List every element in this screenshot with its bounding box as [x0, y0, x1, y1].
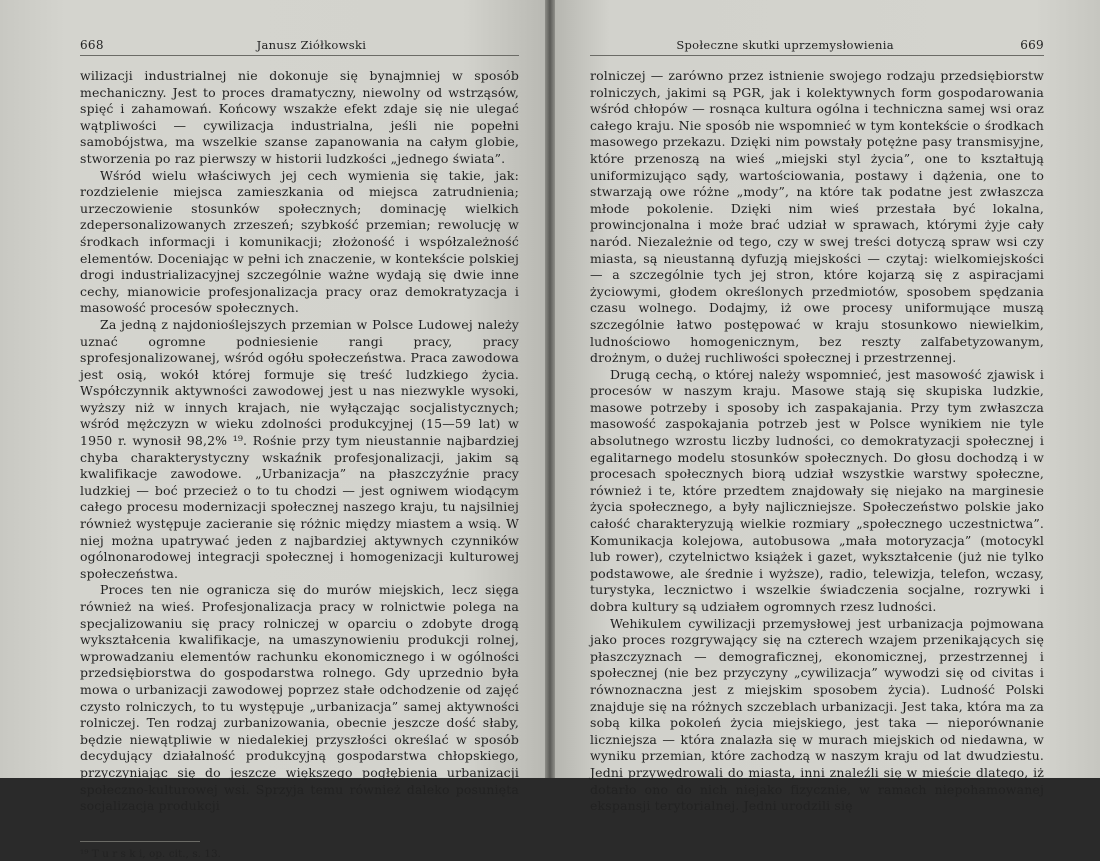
left-page: [0, 0, 545, 860]
right-page: [555, 0, 1100, 814]
book-gutter: [545, 0, 555, 778]
left-page-body: [80, 68, 519, 815]
paragraph: Wśród wielu właściwych jej cech wymienia się takie, jak: rozdzielenie miejsca zamieszkania od miejsca zatrudnienia; urzeczowienie stosunków społecznych; dominację wielkich zdepersonalizowanych zrzeszeń; szybkość przemian; rewolucję w środkach informacji i komunikacji; złożoność i współzależność elementów. Doceniając w pełni ich znaczenie, w kontekście polskiej drogi industrializacyjnej szczególnie ważne wydają się dwie inne cechy, mianowicie profesjonalizacja pracy oraz demokratyzacja i masowość procesów społecznych.: [80, 167, 519, 316]
left-page-number: 668: [80, 38, 104, 52]
paragraph: Za jedną z najdonioślejszych przemian w Polsce Ludowej należy uznać ogromne podniesienie rangi pracy, pracy sprofesjonalizowanej, wśród ogółu społeczeństwa. Praca zawodowa jest osią, wokół której formuje się treść ludzkiego życia. Współczynnik aktywności zawodowej jest u nas niezwykle wysoki, wyższy niż w innych krajach, nie wyłączając socjalistycznych; wśród mężczyzn w wieku zdolności produkcyjnej (15—59 lat) w 1950 r. wynosił 98,2% ¹⁹. Rośnie przy tym nieustannie najbardziej chyba charakterystyczny wskaźnik profesjonalizacji, jakim są kwalifikacje zawodowe. „Urbanizacja” na płaszczyźnie pracy ludzkiej — boć przecież o to tu chodzi — jest ogniwem wiodącym całego procesu modernizacji społecznej naszego kraju, tu najsilniej również występuje zacieranie się różnic między miastem a wsią. W niej można upatrywać jeden z najbardziej aktywnych czynników ogólnonarodowej integracji społecznej i homogenizacji kulturowej społeczeństwa.: [80, 316, 519, 581]
right-page-number: 669: [1020, 38, 1044, 52]
right-page-header: [590, 38, 1044, 56]
footnote-divider: [80, 841, 200, 842]
paragraph: rolniczej — zarówno przez istnienie swojego rodzaju przedsiębiorstw rolniczych, jakimi są PGR, jak i kolektywnych form gospodarowania wśród chłopów — rosnąca kultura ogólna i techniczna samej wsi oraz całego kraju. Nie sposób nie wspomnieć w tym kontekście o środkach masowego przekazu. Dzięki nim powstały potężne pasy transmisyjne, które przenoszą na wieś „miejski styl życia”, one to kształtują uniformizująco sądy, wartościowania, postawy i dążenia, one to stwarzają owe różne „mody”, na które tak podatne jest zwłaszcza młode pokolenie. Dzięki nim wieś przestała być lokalna, prowincjonalna i może brać udział w sprawach, którymi żyje cały naród. Niezależnie od tego, czy w swej treści dotyczą spraw wsi czy miasta, są nieustanną dyfuzją miejskości — czytaj: wielkomiejskości — a szczególnie tych jej stron, które kojarzą się z aspiracjami życiowymi, głodem określonych przedmiotów, sposobem spędzania czasu wolnego. Dodajmy, iż owe procesy uniformujące muszą szczególnie łatwo postępować w kraju stosunkowo niewielkim, ludnościowo homogenicznym, bez reszty zalfabetyzowanym, drożnym, o dużej ruchliwości społecznej i przestrzennej.: [590, 68, 1044, 366]
right-page-body: [590, 68, 1044, 815]
left-running-head: Janusz Ziółkowski: [256, 38, 367, 52]
footnote: ¹⁹ T u r s k i, op. cit., s. 13.: [80, 847, 221, 860]
paragraph: Proces ten nie ogranicza się do murów miejskich, lecz sięga również na wieś. Profesjonalizacja pracy w rolnictwie polega na specjalizowaniu się pracy rolniczej w oparciu o zdobyte drogą wykształcenia kwalifikacje, na umaszynowieniu produkcji rolnej, wprowadzaniu elementów rachunku ekonomicznego i w ogólności przedsiębiorstwa do gospodarstwa rolnego. Gdy uprzednio była mowa o urbanizacji zawodowej poprzez stałe odchodzenie od zajęć czysto rolniczych, to tu występuje „urbanizacja” samej aktywności rolniczej. Ten rodzaj zurbanizowania, obecnie jeszcze dość słaby, będzie niewątpliwie w niedalekiej przyszłości określać w sposób decydujący działalność produkcyjną gospodarstwa chłopskiego, przyczyniając się do jeszcze większego pogłębienia urbanizacji społeczno-kulturowej wsi. Sprzyja temu również daleko posunięta socjalizacja produkcji: [80, 582, 519, 814]
paragraph: Drugą cechą, o której należy wspomnieć, jest masowość zjawisk i procesów w naszym kraju. Masowe stają się skupiska ludzkie, masowe potrzeby i sposoby ich zaspakajania. Przy tym zwłaszcza masowość zaspokajania potrzeb jest w Polsce wynikiem nie tyle absolutnego wzrostu liczby ludności, co demokratyzacji społecznej i egalitarnego modelu stosunków społecznych. Do głosu dochodzą i w procesach społecznych biorą udział wszystkie warstwy społeczne, również i te, które przedtem znajdowały się niejako na marginesie życia społecznego, a były najliczniejsze. Społeczeństwo polskie jako całość charakteryzują wielkie rozmiary „społecznego uczestnictwa”. Komunikacja kolejowa, autobusowa „mała motoryzacja” (motocykl lub rower), czytelnictwo książek i gazet, wykształcenie (już nie tylko podstawowe, ale średnie i wyższe), radio, telewizja, telefon, wczasy, turystyka, lecznictwo i wszelkie świadczenia socjalne, rozrywki i dobra kultury są udziałem ogromnych rzesz ludności.: [590, 366, 1044, 614]
left-page-header: [80, 38, 519, 56]
paragraph: wilizacji industrialnej nie dokonuje się bynajmniej w sposób mechaniczny. Jest to proces dramatyczny, niewolny od wstrząsów, spięć i zahamowań. Końcowy wszakże efekt zdaje się nie ulegać wątpliwości — cywilizacja industrialna, jeśli nie popełni samobójstwa, ma wszelkie szanse zapanowania na całym globie, stworzenia po raz pierwszy w historii ludzkości „jednego świata”.: [80, 68, 519, 166]
right-running-head: Społeczne skutki uprzemysłowienia: [676, 38, 894, 52]
paragraph: Wehikulem cywilizacji przemysłowej jest urbanizacja pojmowana jako proces rozgrywający się na czterech wzajem przenikających się płaszczyznach — demograficznej, ekonomicznej, przestrzennej i społecznej (nie bez przyczyny „cywilizacja” wywodzi się od civitas i równoznaczna jest z miejskim sposobem życia). Ludność Polski znajduje się na różnych szczeblach urbanizacji. Jest taka, która ma za sobą kilka pokoleń życia miejskiego, jest taka — nieporównanie liczniejsza — która znalazła się w murach miejskich od niedawna, w wyniku przemian, które zachodzą w naszym kraju od lat dwudziestu. Jedni przywędrowali do miasta, inni znaleźli się w mieście dlatego, iż dotarło ono do nich niejako fizycznie, w ramach niepohamowanej ekspansji terytorialnej. Jedni urodzili się: [590, 615, 1044, 814]
